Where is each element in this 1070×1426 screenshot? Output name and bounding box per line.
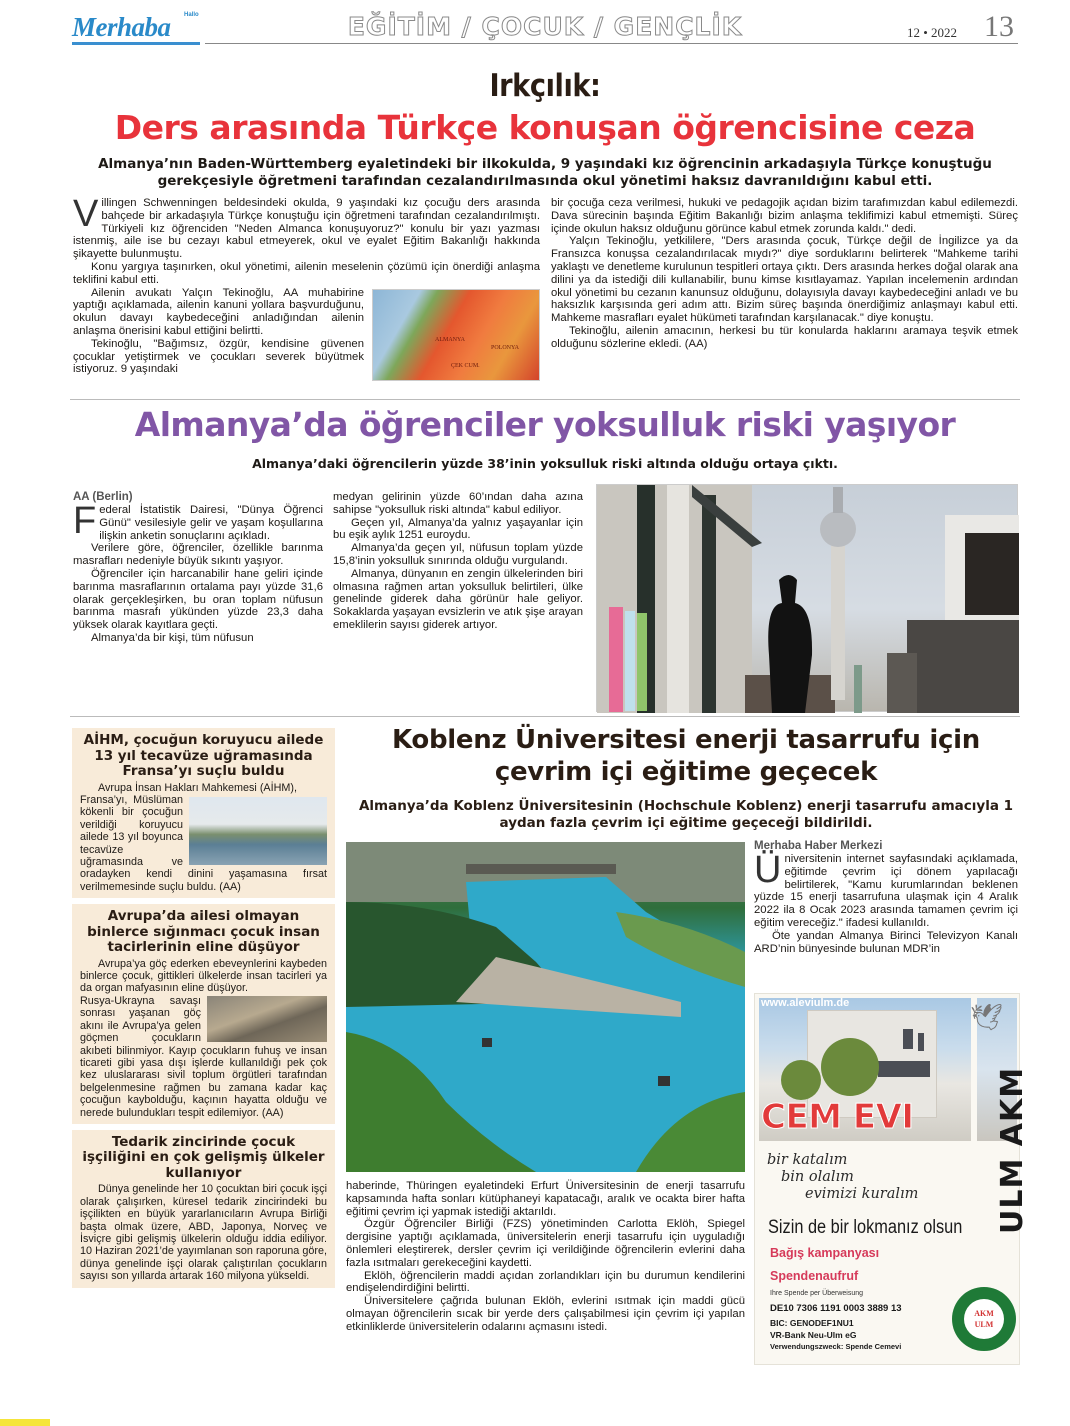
sidebar-story-intro: Avrupa’ya göç ederken ebeveynlerini kaybeden binlerce çocuk, gittikleri ülkelerde insan tacirleri ya da organ mafyasının eline düşüyor. <box>80 957 327 995</box>
article3-paragraph: Öte yandan Almanya Birinci Televizyon Kanalı ARD’nin bünyesinde bulunan MDR’in <box>754 929 1018 955</box>
koblenz-photo-illustration <box>346 842 745 1172</box>
article1-kicker: Irkçılık: <box>489 68 601 104</box>
slogan-line: bin olalım <box>781 1169 854 1185</box>
article3-paragraph: Özgür Öğrenciler Birliği (FZS) yönetiminden Carlotta Eklöh, Spiegel dergisine yaptığı açıklamada, üniversitelerin enerji tasarrufu için uyguladığı önlemleri eleştirerek, dersler çevrim içi verildiğinde öğrencilerin evlerini daha fazla ısıtmaları gerekeceğini kaydetti. <box>346 1218 745 1269</box>
dropcap: Ü <box>754 849 782 891</box>
building-window <box>918 1033 924 1051</box>
sidebar-story-text <box>80 1183 327 1282</box>
ad-photo-headline: CEM EVI <box>761 1097 914 1137</box>
header-divider <box>205 43 1018 44</box>
article2-title: Almanya’da öğrenciler yoksulluk riski yaşıyor <box>134 405 956 444</box>
article3-bottom-column <box>346 1180 745 1334</box>
sidebar-story-body: Rusya-Ukrayna savaşı sonrası yaşanan göç akını ile Avrupa’ya gelen göçmen çocukların akıbeti bilinmiyor. Kayıp çocukların fuhuş ve insan ticareti gibi yasa dışı işlerde kullanıldığı pek çok kez uluslararası sivil toplum örgütleri tarafından belgelenmesine rağmen bu zamana kadar kaç çocuğun kaybolduğu, kaçının hayatta olduğu ve nerede bulundukları tespit edilemiyor. (AA) <box>80 994 327 1119</box>
page-number: 13 <box>984 10 1014 43</box>
article3-paragraph: haberinde, Thüringen eyaletindeki Erfurt Üniversitesinin de enerji tasarrufu kapsamında hafta sonları kütüphaneyi kapatacağı, aralık ve ocakta birer hafta eğitimi çevrim içi yapmak istediği aktarıldı. <box>346 1180 745 1218</box>
article1-title: Ders arasında Türkçe konuşan öğrencisine ceza <box>114 108 976 147</box>
article1-lead: Almanya’nın Baden-Württemberg eyaletindeki bir ilkokulda, 9 yaşındaki kız öğrencinin arkadaşıyla Türkçe konuştuğu gerekçesiyle öğretmeni tarafından cezalandırılmasında okul yönetimi haksız davranıldığını kabul etti. <box>98 156 992 189</box>
article-divider <box>70 716 1020 717</box>
article2-column-2 <box>333 491 583 632</box>
ad-bic: BIC: GENODEF1NU1 <box>770 1318 854 1328</box>
sidebar-story-text <box>80 782 327 894</box>
article2-paragraph: Almanya’da geçen yıl, nüfusun toplam yüzde 15,8’inin yoksulluk sınırında olduğu vurgulandı. <box>333 542 583 567</box>
sidebar-story-title: Tedarik zincirinde çocuk işçiliğini en çok gelişmiş ülkeler kullanıyor <box>82 1133 325 1181</box>
sidebar-story-body: Dünya genelinde her 10 çocuktan biri çocuk işçi olarak çalışırken, küresel tedarik zincirindeki bu işçilikten en büyük yararlanıcıların Avrupa Birliği başta olmak üzere, ABD, Japonya, Norveç ve İsviçre gibi gelişmiş ülkelerin olduğu iddia ediliyor. 10 Haziran 2021’de yayımlanan son raporuna göre, dünya genelinde işçi olarak çalıştırılan çocukların sayısı son yıllarda artarak 160 milyona yükseldi. <box>80 1183 327 1283</box>
building-window <box>903 1029 913 1049</box>
sidebar-story-text <box>80 958 327 1119</box>
article2-column-1 <box>73 491 323 645</box>
slogan-line: bir katalım <box>767 1152 848 1168</box>
dove-icon: 🕊 <box>970 1002 1004 1032</box>
europe-map-photo <box>372 289 540 381</box>
article2-paragraph: Verilere göre, öğrenciler, özellikle barınma masrafları nedeniyle büyük sıkıntı yaşıyor. <box>73 542 323 568</box>
sidebar-column <box>72 728 335 1288</box>
tree <box>781 1060 821 1100</box>
sidebar-story-title: AİHM, çocuğun koruyucu ailede 13 yıl tecavüze uğramasında Fransa’yı suçlu buldu <box>83 732 324 779</box>
map-label: ÇEK CUM. <box>451 362 480 369</box>
article1-paragraph <box>73 193 540 261</box>
ad-website[interactable]: www.aleviulm.de <box>761 997 850 1009</box>
page-corner-marker <box>0 1419 50 1426</box>
article1-paragraph: Ailenin avukatı Yalçın Tekinoğlu, AA muhabirine yaptığı açıklamada, ailenin kanuni yollara başvurduğunu, okulun davayı kaybedeceğini anladığından ailenin anlaşma önerisini kabul ettiğini belirtti. <box>73 286 364 337</box>
article3-paragraph: Eklöh, öğrencilerin maddi açıdan zorlandıkları için bu durumun kendilerini endişelendirdiğini belirtti. <box>346 1269 745 1295</box>
ad-headline: Sizin de bir lokmanız olsun <box>768 1217 963 1238</box>
sidebar-story-refugee-children <box>72 904 335 1124</box>
building-window <box>878 1061 930 1077</box>
tree <box>821 1038 879 1096</box>
article2-paragraph: Almanya’da bir kişi, tüm nüfusun <box>91 631 254 644</box>
sidebar-story-aihm <box>72 728 335 898</box>
article2-paragraph <box>73 500 323 542</box>
cemevi-donation-ad <box>754 993 1030 1365</box>
article1-column-1 <box>73 193 540 383</box>
ad-bank: VR-Bank Neu-Ulm eG <box>770 1330 857 1340</box>
seal-inner <box>964 1299 1004 1339</box>
masthead-logo <box>72 14 202 48</box>
ad-slogan <box>767 1152 918 1203</box>
sidebar-story-title: Avrupa’da ailesi olmayan binlerce sığınmacı çocuk insan tacirlerinin eline düşüyor <box>87 908 320 956</box>
sidebar-story-child-labour <box>72 1130 335 1288</box>
article1-column-2 <box>551 197 1018 351</box>
section-title: EĞİTİM / ÇOCUK / GENÇLİK <box>347 12 743 41</box>
article3-paragraph-text: niversitenin internet sayfasındaki açıklamada, eğitimde çevrim içi dönem yapılacağı belirtilerek, "Kamu kurumlarından beklenen yüzde 15 enerji tasarrufuna ulaşmak için 4 Aralık 2022 ila 8 Ocak 2023 arasında tamamen çevrim içi eğitim vereceğiz." ifadesi kullanıldı. <box>754 853 1018 929</box>
sidebar-story-intro: Avrupa İnsan Hakları Mahkemesi (AİHM), <box>98 781 298 794</box>
logo-text: Merhaba <box>72 12 171 42</box>
dropcap: F <box>73 500 97 542</box>
koblenz-river-photo <box>346 842 745 1172</box>
article1-paragraph: Yalçın Tekinoğlu, yetkililere, "Ders arasında çocuk, Türkçe değil de İngilizce ya da Fransızca konuşsa cezalandırılacak mıydı?" diye sorduklarını belirterek "Mahkeme tarihi yaklaştı ve denetleme kurulunun tespitleri ortaya çıktı. Ders arasında herkes doğal olarak ana dilini ya da istediği dili kullanabilir, bunu kimse kısıtlayamaz. Yapılan incelemenin ardından okul yönetimi bu cezanın kanunsuz olduğunu, dolayısıyla davayı kaybedeceğini anladı ve bu haksızlık karşısında geri adım attı. Bizim süreç başında önerdiğimiz anlaşmayı kabul etti. Mahkeme masrafları eyalet hükümeti tarafından karşılanacak." diye konuştu. <box>551 235 1018 325</box>
slogan-line: evimizi kuralım <box>805 1186 919 1202</box>
ad-campaign-de: Spendenaufruf <box>770 1269 859 1283</box>
sidebar-story-body: Fransa’yı, Müslüman kökenli bir çocuğun verildiği koruyucu ailede 13 yıl boyunca tecavüze uğramasında ve oradayken kendi dinini yaşamasına fırsat verilmemesinde suçlu buldu. (AA) <box>80 793 327 893</box>
article2-lead: Almanya’daki öğrencilerin yüzde 38’inin yoksulluk riski altında olduğu ortaya çıktı. <box>252 456 838 471</box>
berlin-tv-tower-photo <box>596 484 1018 712</box>
map-label: ALMANYA <box>435 336 465 343</box>
article2-paragraph: Geçen yıl, Almanya’da yalnız yaşayanlar için bu eşik aylık 1251 euroydu. <box>333 516 583 542</box>
article3-byline: Merhaba Haber Merkezi <box>754 840 883 852</box>
map-label: POLONYA <box>491 344 520 351</box>
ad-campaign-tr: Bağış kampanyası <box>770 1246 880 1260</box>
ad-transfer-note: Ihre Spende per Überweisung <box>770 1290 864 1297</box>
logo-underline <box>72 42 200 45</box>
article1-paragraph: Konu yargıya taşınırken, okul yönetimi, ailenin meselenin çözümü için önerdiği anlaşma teklifini kabul etti. <box>73 260 540 286</box>
article1-paragraph: Tekinoğlu, ailenin amacının, herkesi bu tür konularda haklarını aramaya teşvik etmek olduğunu sözlerine ekledi. (AA) <box>551 324 1018 350</box>
akm-ulm-seal-logo <box>955 1290 1013 1348</box>
ad-vertical-title: ULM AKM <box>995 1066 1030 1234</box>
ad-purpose: Verwendungszweck: Spende Cemevi <box>770 1342 902 1351</box>
article3-paragraph <box>754 849 1018 930</box>
article3-paragraph: Üniversitelere çağrıda bulunan Eklöh, evlerini ısıtmak için maddi gücü olmayan öğrencilerin sıcak bir yerde ders çalışabilmesi için çevrim içi yapılan etkinliklerde üniversitelerin odalarını açmasını istedi. <box>346 1295 745 1333</box>
article1-paragraph: Tekinoğlu, "Bağımsız, özgür, kendisine güvenen çocuklar yetiştirmek ve çocukları severek büyütmek istiyoruz. 9 yaşındaki <box>73 337 364 376</box>
berlin-photo-illustration <box>597 485 1019 713</box>
article2-paragraph-text: ederal İstatistik Dairesi, "Dünya Öğrenci Günü" vesilesiyle gelir ve yaşam koşullarına ilişkin anketin sonuçlarını açıkladı. <box>99 504 323 542</box>
article1-paragraph: bir çocuğa ceza verilmesi, hukuki ve pedagojik açıdan bizim tarafımızdan kabul edilemezdi. Dava sürecinin başında Eğitim Bakanlığı bizim anlaşma teklifimizi kabul etmemişti. Süreç içinde okulun haksız olduğunu görünce kabul etmek zorunda kaldı." dedi. <box>551 197 1018 235</box>
article2-paragraph: Almanya, dünyanın en zengin ülkelerinden biri olmasına rağmen artan yoksulluk belirtileri, ülke genelinde giderek daha görünür hale geliyor. Sokaklarda yaşayan evsizlerin ve atık şişe arayan emeklilerin sayısı giderek artıyor. <box>333 567 583 631</box>
article1-paragraph-text: illingen Schwenningen beldesindeki okulda, 9 yaşındaki kız çocuğu ders arasında bahçede bir arkadaşıyla Türkçe konuştuğu için öğretmeni tarafından cezalandırılmıştı. Türkiyeli kız öğrenciden "Neden Almanca konuşuyoruz?" konulu bir yazı yazması istenmiş, aile ise bu cezayı kabul etmeyerek, okul ve eyalet Eğitim Bakanlığı hakkında şikayette bulunmuştu. <box>73 197 540 261</box>
seal-text: AKM <box>974 1309 994 1318</box>
article2-paragraph: medyan gelirinin yüzde 60’ından daha azına sahipse "yoksulluk riski altında" kabul ediliyor. <box>333 491 583 516</box>
article2-paragraph: Öğrenciler için harcanabilir hane geliri içinde barınma masraflarının ortalama payı yüzde 31,6 olarak gerçekleşirken, bu oran toplam nüfusun barınma masrafı yükünden yüzde 23,3 daha yüksek olarak kayıtlara geçti. <box>73 567 323 632</box>
issue-date: 12 • 2022 <box>907 25 958 40</box>
article3-title: Koblenz Üniversitesi enerji tasarrufu için çevrim içi eğitime geçecek <box>392 725 980 787</box>
article3-right-column <box>754 840 1018 955</box>
article3-lead: Almanya’da Koblenz Üniversitesinin (Hochschule Koblenz) enerji tasarrufu amacıyla 1 aydan fazla çevrim içi eğitime geçeceği bildirildi. <box>358 798 1014 831</box>
seal-text: ULM <box>974 1320 994 1329</box>
article2-byline: AA (Berlin) <box>73 491 133 503</box>
dropcap: V <box>73 193 99 235</box>
logo-tag: Hallo <box>184 12 199 18</box>
ad-iban: DE10 7306 1191 0003 3889 13 <box>770 1303 902 1314</box>
article-divider <box>70 399 1020 400</box>
